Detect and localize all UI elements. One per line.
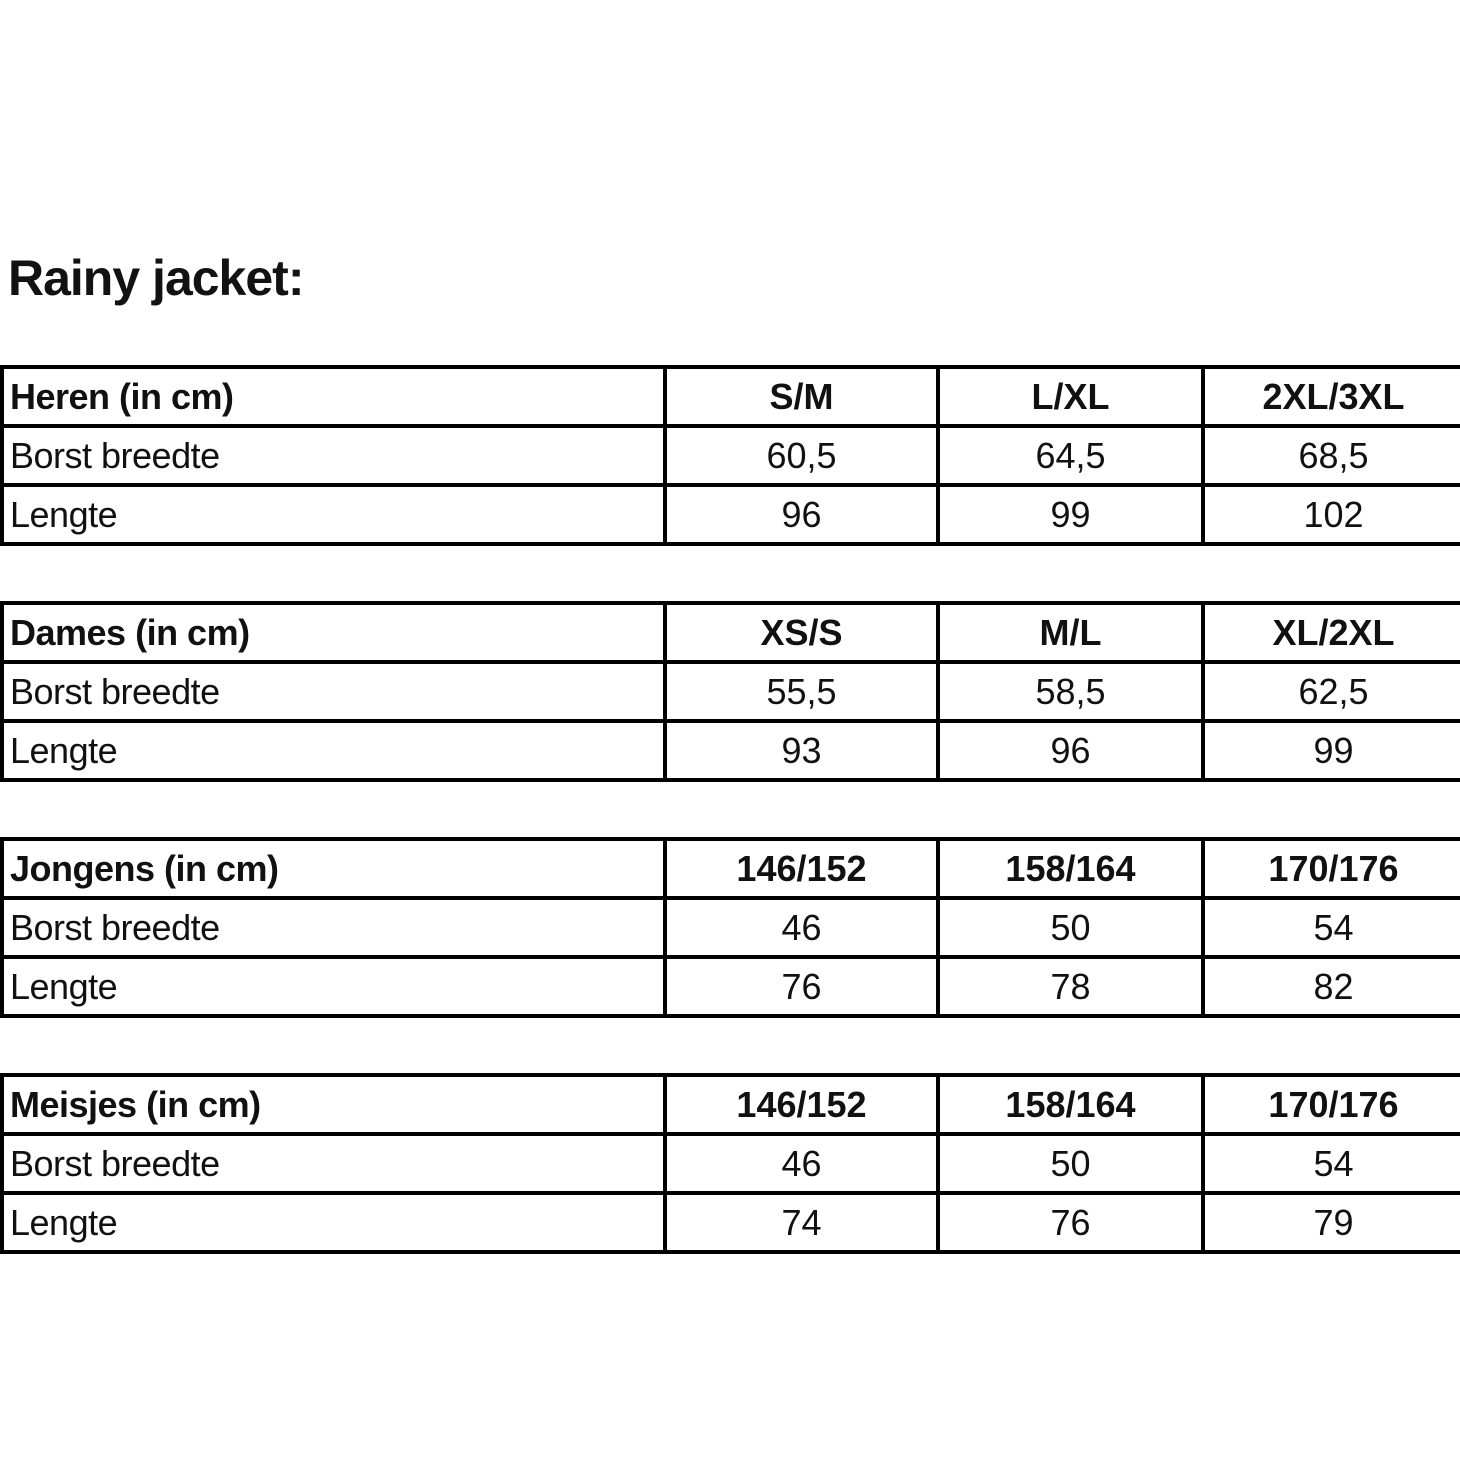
size-column-header: L/XL <box>938 367 1203 426</box>
row-label: Lengte <box>2 721 665 780</box>
measurement-value: 54 <box>1203 1134 1460 1193</box>
row-label: Borst breedte <box>2 662 665 721</box>
measurement-value: 102 <box>1203 485 1460 544</box>
size-column-header: XS/S <box>665 603 938 662</box>
measurement-value: 54 <box>1203 898 1460 957</box>
table-row <box>2 1193 1460 1252</box>
size-column-header: 158/164 <box>938 839 1203 898</box>
measurement-value: 82 <box>1203 957 1460 1016</box>
measurement-value: 93 <box>665 721 938 780</box>
measurement-value: 78 <box>938 957 1203 1016</box>
table-row <box>2 662 1460 721</box>
measurement-value: 79 <box>1203 1193 1460 1252</box>
size-chart-page <box>0 250 1460 1460</box>
size-table-heren <box>0 365 1460 546</box>
measurement-value: 62,5 <box>1203 662 1460 721</box>
row-label: Lengte <box>2 957 665 1016</box>
table-row <box>2 1134 1460 1193</box>
table-row <box>2 426 1460 485</box>
table-heading-heren: Heren (in cm) <box>2 367 665 426</box>
size-table-meisjes <box>0 1073 1460 1254</box>
row-label: Borst breedte <box>2 898 665 957</box>
table-row <box>2 721 1460 780</box>
size-column-header: M/L <box>938 603 1203 662</box>
size-column-header: 2XL/3XL <box>1203 367 1460 426</box>
size-column-header: 158/164 <box>938 1075 1203 1134</box>
table-heading-jongens: Jongens (in cm) <box>2 839 665 898</box>
table-heading-dames: Dames (in cm) <box>2 603 665 662</box>
measurement-value: 74 <box>665 1193 938 1252</box>
measurement-value: 96 <box>938 721 1203 780</box>
measurement-value: 99 <box>938 485 1203 544</box>
size-column-header: XL/2XL <box>1203 603 1460 662</box>
size-table-jongens <box>0 837 1460 1018</box>
row-label: Lengte <box>2 485 665 544</box>
measurement-value: 68,5 <box>1203 426 1460 485</box>
table-row <box>2 603 1460 662</box>
size-column-header: S/M <box>665 367 938 426</box>
table-row <box>2 898 1460 957</box>
measurement-value: 50 <box>938 898 1203 957</box>
page-title: Rainy jacket: <box>8 250 304 306</box>
measurement-value: 99 <box>1203 721 1460 780</box>
measurement-value: 76 <box>938 1193 1203 1252</box>
measurement-value: 58,5 <box>938 662 1203 721</box>
measurement-value: 46 <box>665 898 938 957</box>
measurement-value: 60,5 <box>665 426 938 485</box>
table-row <box>2 367 1460 426</box>
table-row <box>2 839 1460 898</box>
size-table-dames <box>0 601 1460 782</box>
row-label: Lengte <box>2 1193 665 1252</box>
measurement-value: 96 <box>665 485 938 544</box>
size-column-header: 146/152 <box>665 1075 938 1134</box>
measurement-value: 55,5 <box>665 662 938 721</box>
table-row <box>2 485 1460 544</box>
measurement-value: 76 <box>665 957 938 1016</box>
table-heading-meisjes: Meisjes (in cm) <box>2 1075 665 1134</box>
size-column-header: 170/176 <box>1203 1075 1460 1134</box>
size-column-header: 146/152 <box>665 839 938 898</box>
row-label: Borst breedte <box>2 1134 665 1193</box>
size-column-header: 170/176 <box>1203 839 1460 898</box>
measurement-value: 50 <box>938 1134 1203 1193</box>
measurement-value: 64,5 <box>938 426 1203 485</box>
row-label: Borst breedte <box>2 426 665 485</box>
table-row <box>2 957 1460 1016</box>
measurement-value: 46 <box>665 1134 938 1193</box>
table-row <box>2 1075 1460 1134</box>
